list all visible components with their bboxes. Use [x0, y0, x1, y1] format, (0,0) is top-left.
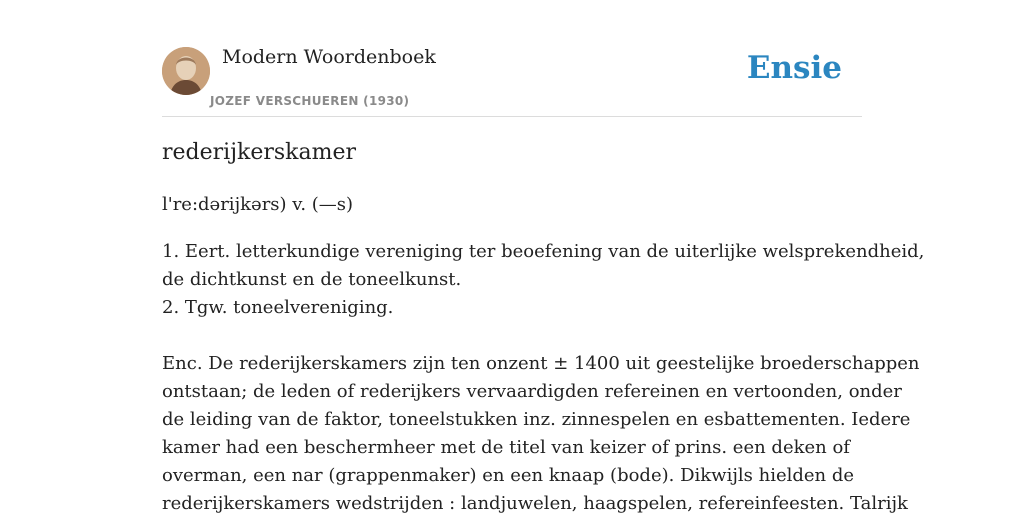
- encyclopedic-line: de leiding van de faktor, toneelstukken inz. zinnespelen en esbattementen. Iedere: [162, 409, 911, 430]
- brand-logo[interactable]: Ensie: [746, 50, 842, 86]
- entry-definitions: [162, 238, 925, 322]
- definition-line: 1. Eert. letterkundige vereniging ter beoefening van de uiterlijke welsprekendheid,: [162, 241, 925, 262]
- encyclopedic-line: ontstaan; de leden of rederijkers vervaardigden refereinen en vertoonden, onder: [162, 381, 902, 402]
- source-title[interactable]: Modern Woordenboek: [222, 46, 436, 68]
- author-portrait-icon: [162, 47, 210, 95]
- entry-encyclopedic-text: [162, 350, 920, 518]
- entry-pronunciation: l're:dərijkərs) v. (—s): [162, 194, 354, 215]
- entry-headword: rederijkerskamer: [162, 140, 357, 165]
- encyclopedic-line: overman, een nar (grappenmaker) en een knaap (bode). Dikwijls hielden de: [162, 465, 855, 486]
- definition-line: 2. Tgw. toneelvereniging.: [162, 297, 394, 318]
- encyclopedic-line: kamer had een beschermheer met de titel van keizer of prins. een deken of: [162, 437, 850, 458]
- definition-line: de dichtkunst en de toneelkunst.: [162, 269, 462, 290]
- source-author: JOZEF VERSCHUEREN (1930): [210, 94, 410, 108]
- author-avatar[interactable]: [162, 47, 210, 95]
- encyclopedic-line: Enc. De rederijkerskamers zijn ten onzent ± 1400 uit geestelijke broederschappen: [162, 353, 920, 374]
- dictionary-page: [162, 0, 925, 514]
- encyclopedic-line: rederijkerskamers wedstrijden : landjuwelen, haagspelen, refereinfeesten. Talrijk: [162, 493, 908, 514]
- source-header: [162, 0, 862, 117]
